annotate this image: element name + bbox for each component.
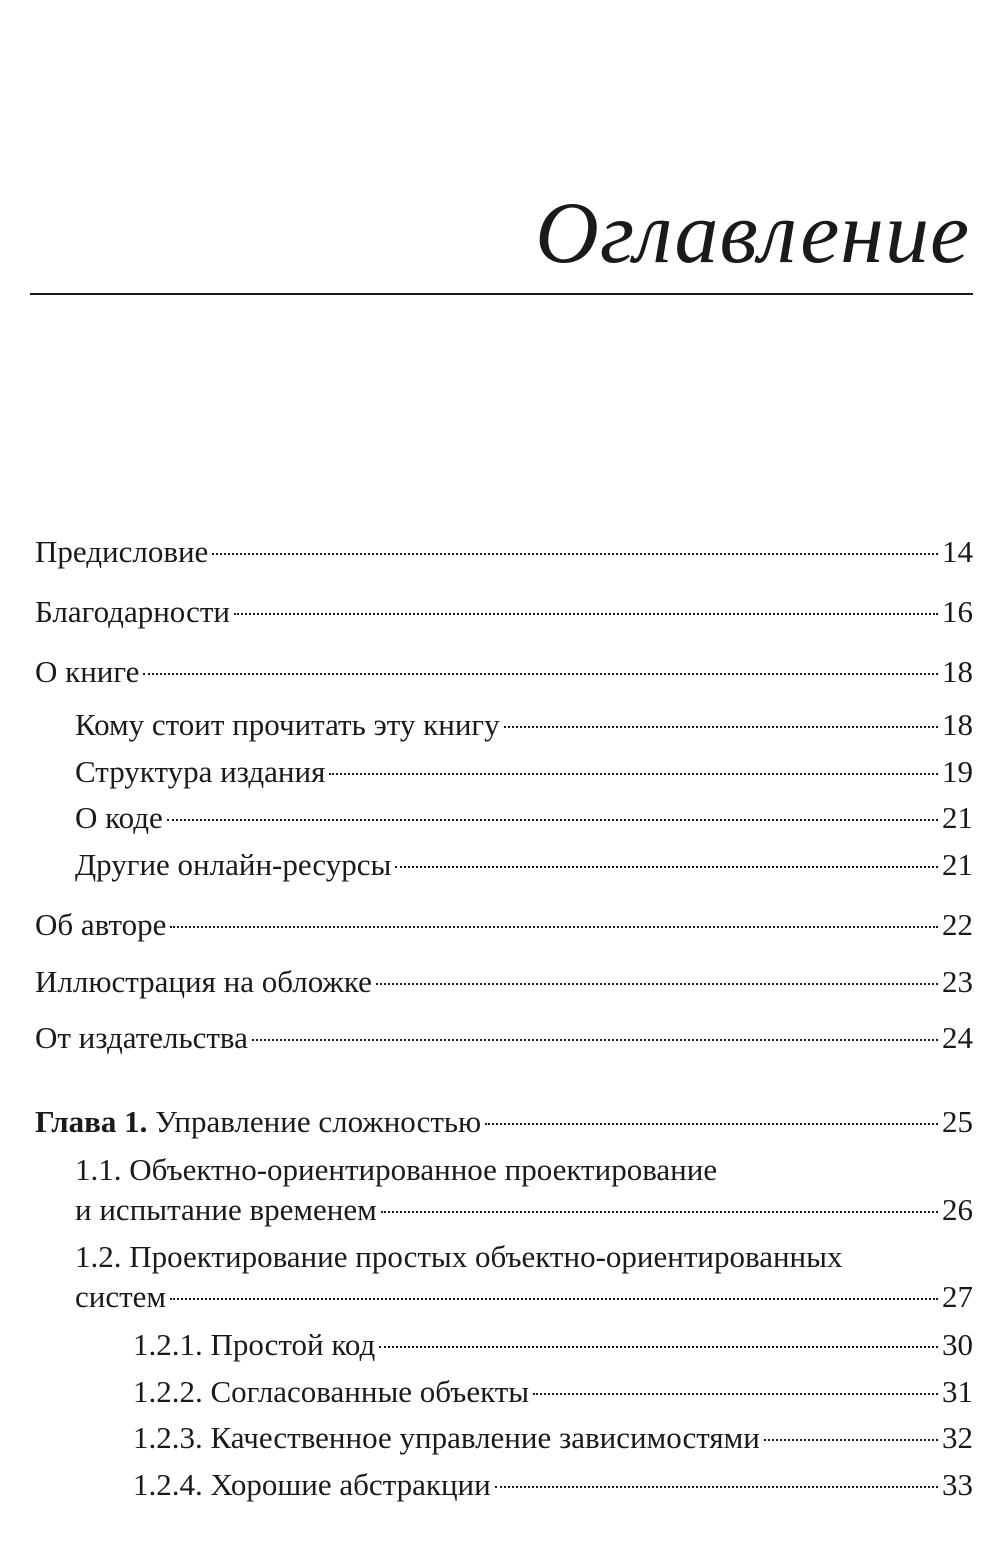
dot-leader — [504, 726, 938, 728]
toc-entry-label: О коде — [75, 800, 163, 835]
toc-entry-structure[interactable] — [0, 752, 1000, 792]
toc-entry-about-author[interactable] — [0, 905, 1000, 945]
toc-entry-label: Структура издания — [75, 754, 326, 789]
toc-entry-label: 1.2.4. Хорошие абстракции — [133, 1467, 491, 1502]
title-divider — [30, 293, 973, 295]
dot-leader — [170, 1298, 938, 1300]
dot-leader — [495, 1486, 938, 1488]
dot-leader — [170, 926, 938, 928]
toc-entry-acknowledgements[interactable] — [0, 592, 1000, 632]
toc-page-number: 18 — [942, 707, 973, 742]
dot-leader — [252, 1039, 938, 1041]
toc-page-number: 27 — [942, 1279, 973, 1314]
toc-entry-1-2-2[interactable] — [0, 1372, 1000, 1412]
toc-entry-1-2-1[interactable] — [0, 1325, 1000, 1365]
toc-page-number: 25 — [942, 1104, 973, 1139]
toc-entry-label: систем — [75, 1279, 167, 1314]
toc-entry-label: Предисловие — [35, 534, 209, 569]
page-title: Оглавление — [535, 185, 970, 282]
toc-entry-label-first-line: 1.1. Объектно-ориентированное проектирование — [75, 1152, 718, 1187]
toc-page-number: 26 — [942, 1192, 973, 1227]
toc-entry-about-book[interactable] — [0, 652, 1000, 692]
toc-entry-preface[interactable] — [0, 532, 1000, 572]
toc-entry-label — [35, 1102, 481, 1142]
toc-entry-1-2-4[interactable] — [0, 1465, 1000, 1505]
toc-page-number: 18 — [942, 654, 973, 689]
dot-leader — [395, 866, 938, 868]
toc-entry-1-2[interactable] — [0, 1237, 1000, 1317]
chapter-title: Управление сложностью — [155, 1104, 482, 1139]
toc-page-number: 30 — [942, 1327, 973, 1362]
toc-page-number: 32 — [942, 1420, 973, 1455]
dot-leader — [533, 1393, 938, 1395]
toc-entry-1-1[interactable] — [0, 1150, 1000, 1230]
toc-entry-label: Другие онлайн-ресурсы — [75, 847, 392, 882]
toc-entry-label: Благодарности — [35, 594, 230, 629]
toc-page-number: 19 — [942, 754, 973, 789]
toc-entry-from-publisher[interactable] — [0, 1018, 1000, 1058]
toc-entry-label: О книге — [35, 654, 140, 689]
dot-leader — [212, 553, 938, 555]
dot-leader — [381, 1211, 938, 1213]
toc-entry-about-code[interactable] — [0, 798, 1000, 838]
dot-leader — [376, 983, 938, 985]
toc-entry-label: 1.2.2. Согласованные объекты — [133, 1374, 530, 1409]
toc-page-number: 24 — [942, 1020, 973, 1055]
chapter-number: Глава 1. — [35, 1104, 148, 1139]
toc-entry-chapter-1[interactable] — [0, 1102, 1000, 1142]
dot-leader — [167, 819, 938, 821]
toc-page-number: 21 — [942, 800, 973, 835]
toc-entry-label: 1.2.3. Качественное управление зависимостями — [133, 1420, 760, 1455]
toc-entry-label-first-line: 1.2. Проектирование простых объектно-ориентированных — [75, 1239, 843, 1274]
toc-entry-label: Кому стоит прочитать эту книгу — [75, 707, 500, 742]
toc-page-number: 14 — [942, 534, 973, 569]
toc-page-number: 33 — [942, 1467, 973, 1502]
toc-entry-cover-illustration[interactable] — [0, 962, 1000, 1002]
toc-entry-1-2-3[interactable] — [0, 1418, 1000, 1458]
toc-entry-label: Иллюстрация на обложке — [35, 964, 372, 999]
dot-leader — [143, 673, 938, 675]
dot-leader — [234, 613, 938, 615]
toc-page-number: 21 — [942, 847, 973, 882]
dot-leader — [379, 1346, 938, 1348]
toc-page-number: 31 — [942, 1374, 973, 1409]
dot-leader — [485, 1123, 938, 1125]
toc-page-number: 23 — [942, 964, 973, 999]
toc-page-number: 16 — [942, 594, 973, 629]
toc-entry-online-resources[interactable] — [0, 845, 1000, 885]
dot-leader — [329, 773, 938, 775]
toc-entry-label: 1.2.1. Простой код — [133, 1327, 376, 1362]
toc-entry-who-should-read[interactable] — [0, 705, 1000, 745]
toc-entry-label: От издательства — [35, 1020, 248, 1055]
dot-leader — [764, 1439, 938, 1441]
toc-entry-label: и испытание временем — [75, 1192, 377, 1227]
toc-entry-label: Об авторе — [35, 907, 167, 942]
toc-page-number: 22 — [942, 907, 973, 942]
